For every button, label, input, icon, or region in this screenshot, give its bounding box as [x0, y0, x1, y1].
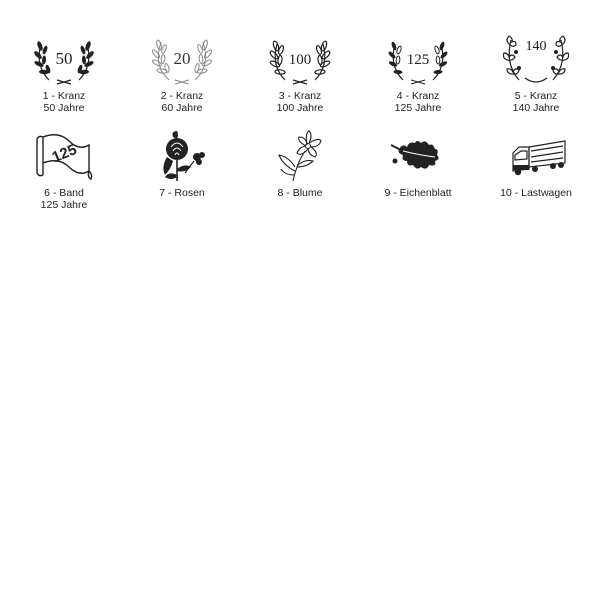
wreath-number: 50 [55, 49, 73, 68]
motif-item-blume[interactable] [242, 127, 358, 222]
motif-item-kranz-100[interactable] [242, 30, 358, 125]
motif-label: 10 - Lastwagen [500, 187, 572, 199]
laurel-wreath-icon [29, 30, 99, 88]
motif-item-eichenblatt[interactable] [360, 127, 476, 222]
motif-item-kranz-50[interactable] [6, 30, 122, 125]
truck-icon [501, 127, 571, 185]
motif-item-kranz-60[interactable] [124, 30, 240, 125]
motif-item-rosen[interactable] [124, 127, 240, 222]
ribbon-banner-icon [29, 127, 99, 185]
motif-item-kranz-125[interactable] [360, 30, 476, 125]
motif-label: 4 - Kranz 125 Jahre [394, 90, 442, 114]
wreath-number: 140 [525, 39, 547, 54]
laurel-wreath-icon [383, 30, 453, 88]
motif-label: 8 - Blume [277, 187, 323, 199]
oak-leaf-icon [383, 127, 453, 185]
motif-item-kranz-140[interactable] [478, 30, 594, 125]
wreath-number: 20 [173, 49, 191, 68]
motif-label: 2 - Kranz 60 Jahre [160, 90, 204, 114]
laurel-wreath-icon [265, 30, 335, 88]
motif-label: 1 - Kranz 50 Jahre [42, 90, 86, 114]
motif-label: 7 - Rosen [159, 187, 205, 199]
motif-label: 3 - Kranz 100 Jahre [276, 90, 324, 114]
flower-icon [265, 127, 335, 185]
ribbon-number: 125 [49, 141, 80, 167]
oak-wreath-icon [501, 30, 571, 88]
motif-label: 9 - Eichenblatt [384, 187, 452, 199]
wreath-number: 125 [406, 52, 430, 68]
engraving-motif-grid [6, 30, 594, 222]
motif-label: 5 - Kranz 140 Jahre [512, 90, 560, 114]
laurel-wreath-icon [147, 30, 217, 88]
wreath-number: 100 [288, 52, 312, 68]
motif-item-band-125[interactable] [6, 127, 122, 222]
motif-item-lastwagen[interactable] [478, 127, 594, 222]
roses-icon [147, 127, 217, 185]
motif-label: 6 - Band 125 Jahre [40, 187, 88, 211]
